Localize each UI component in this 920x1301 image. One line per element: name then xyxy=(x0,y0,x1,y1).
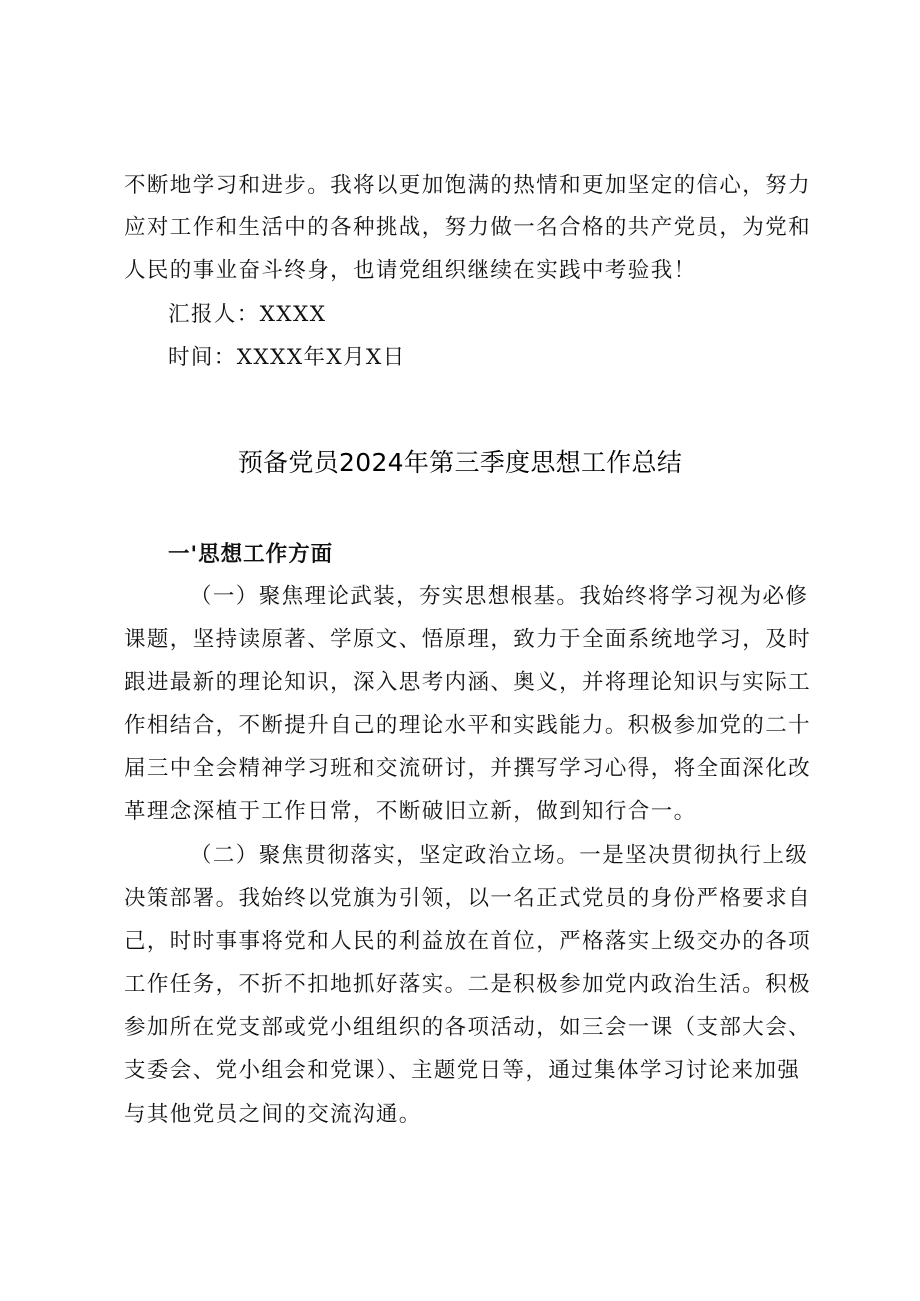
paragraph2-line-5: 参加所在党支部或党小组组织的各项活动，如三会一课（支部大会、 xyxy=(124,1015,812,1040)
document-title: 预备党员2024年第三季度思想工作总结 xyxy=(237,448,683,477)
paragraph1-line-4: 作相结合，不断提升自己的理论水平和实践能力。积极参加党的二十 xyxy=(124,713,812,738)
date-line: 时间：XXXX年X月X日 xyxy=(168,345,406,370)
paragraph2-line-7: 与其他党员之间的交流沟通。 xyxy=(124,1102,422,1127)
paragraph1-line-3: 跟进最新的理论知识，深入思考内涵、奥义，并将理论知识与实际工 xyxy=(124,670,812,695)
paragraph1-line-6: 革理念深植于工作日常，不断破旧立新，做到知行合一。 xyxy=(124,799,697,824)
paragraph1-line-5: 届三中全会精神学习班和交流研讨，并撰写学习心得，将全面深化改 xyxy=(124,756,812,781)
paragraph2-line-3: 己，时时事事将党和人民的利益放在首位，严格落实上级交办的各项 xyxy=(124,929,812,954)
paragraph2-line-4: 工作任务，不折不扣地抓好落实。二是积极参加党内政治生活。积极 xyxy=(124,972,812,997)
intro-line-3: 人民的事业奋斗终身，也请党组织继续在实践中考验我！ xyxy=(124,258,697,283)
section-heading: 一'思想工作方面 xyxy=(168,542,334,567)
paragraph2-line-6: 支委会、党小组会和党课）、主题党日等，通过集体学习讨论来加强 xyxy=(124,1058,801,1083)
paragraph2-line-1: （二）聚焦贯彻落实，坚定政治立场。一是坚决贯彻执行上级 xyxy=(190,843,809,868)
intro-line-1: 不断地学习和进步。我将以更加饱满的热情和更加坚定的信心，努力 xyxy=(124,173,812,198)
intro-line-2: 应对工作和生活中的各种挑战，努力做一名合格的共产党员，为党和 xyxy=(124,215,812,240)
paragraph2-line-2: 决策部署。我始终以党旗为引领，以一名正式党员的身份严格要求自 xyxy=(124,886,812,911)
paragraph1-line-2: 课题，坚持读原著、学原文、悟原理，致力于全面系统地学习，及时 xyxy=(124,627,812,652)
paragraph1-line-1: （一）聚焦理论武装，夯实思想根基。我始终将学习视为必修 xyxy=(190,584,809,609)
reporter-line: 汇报人：XXXX xyxy=(168,302,327,327)
